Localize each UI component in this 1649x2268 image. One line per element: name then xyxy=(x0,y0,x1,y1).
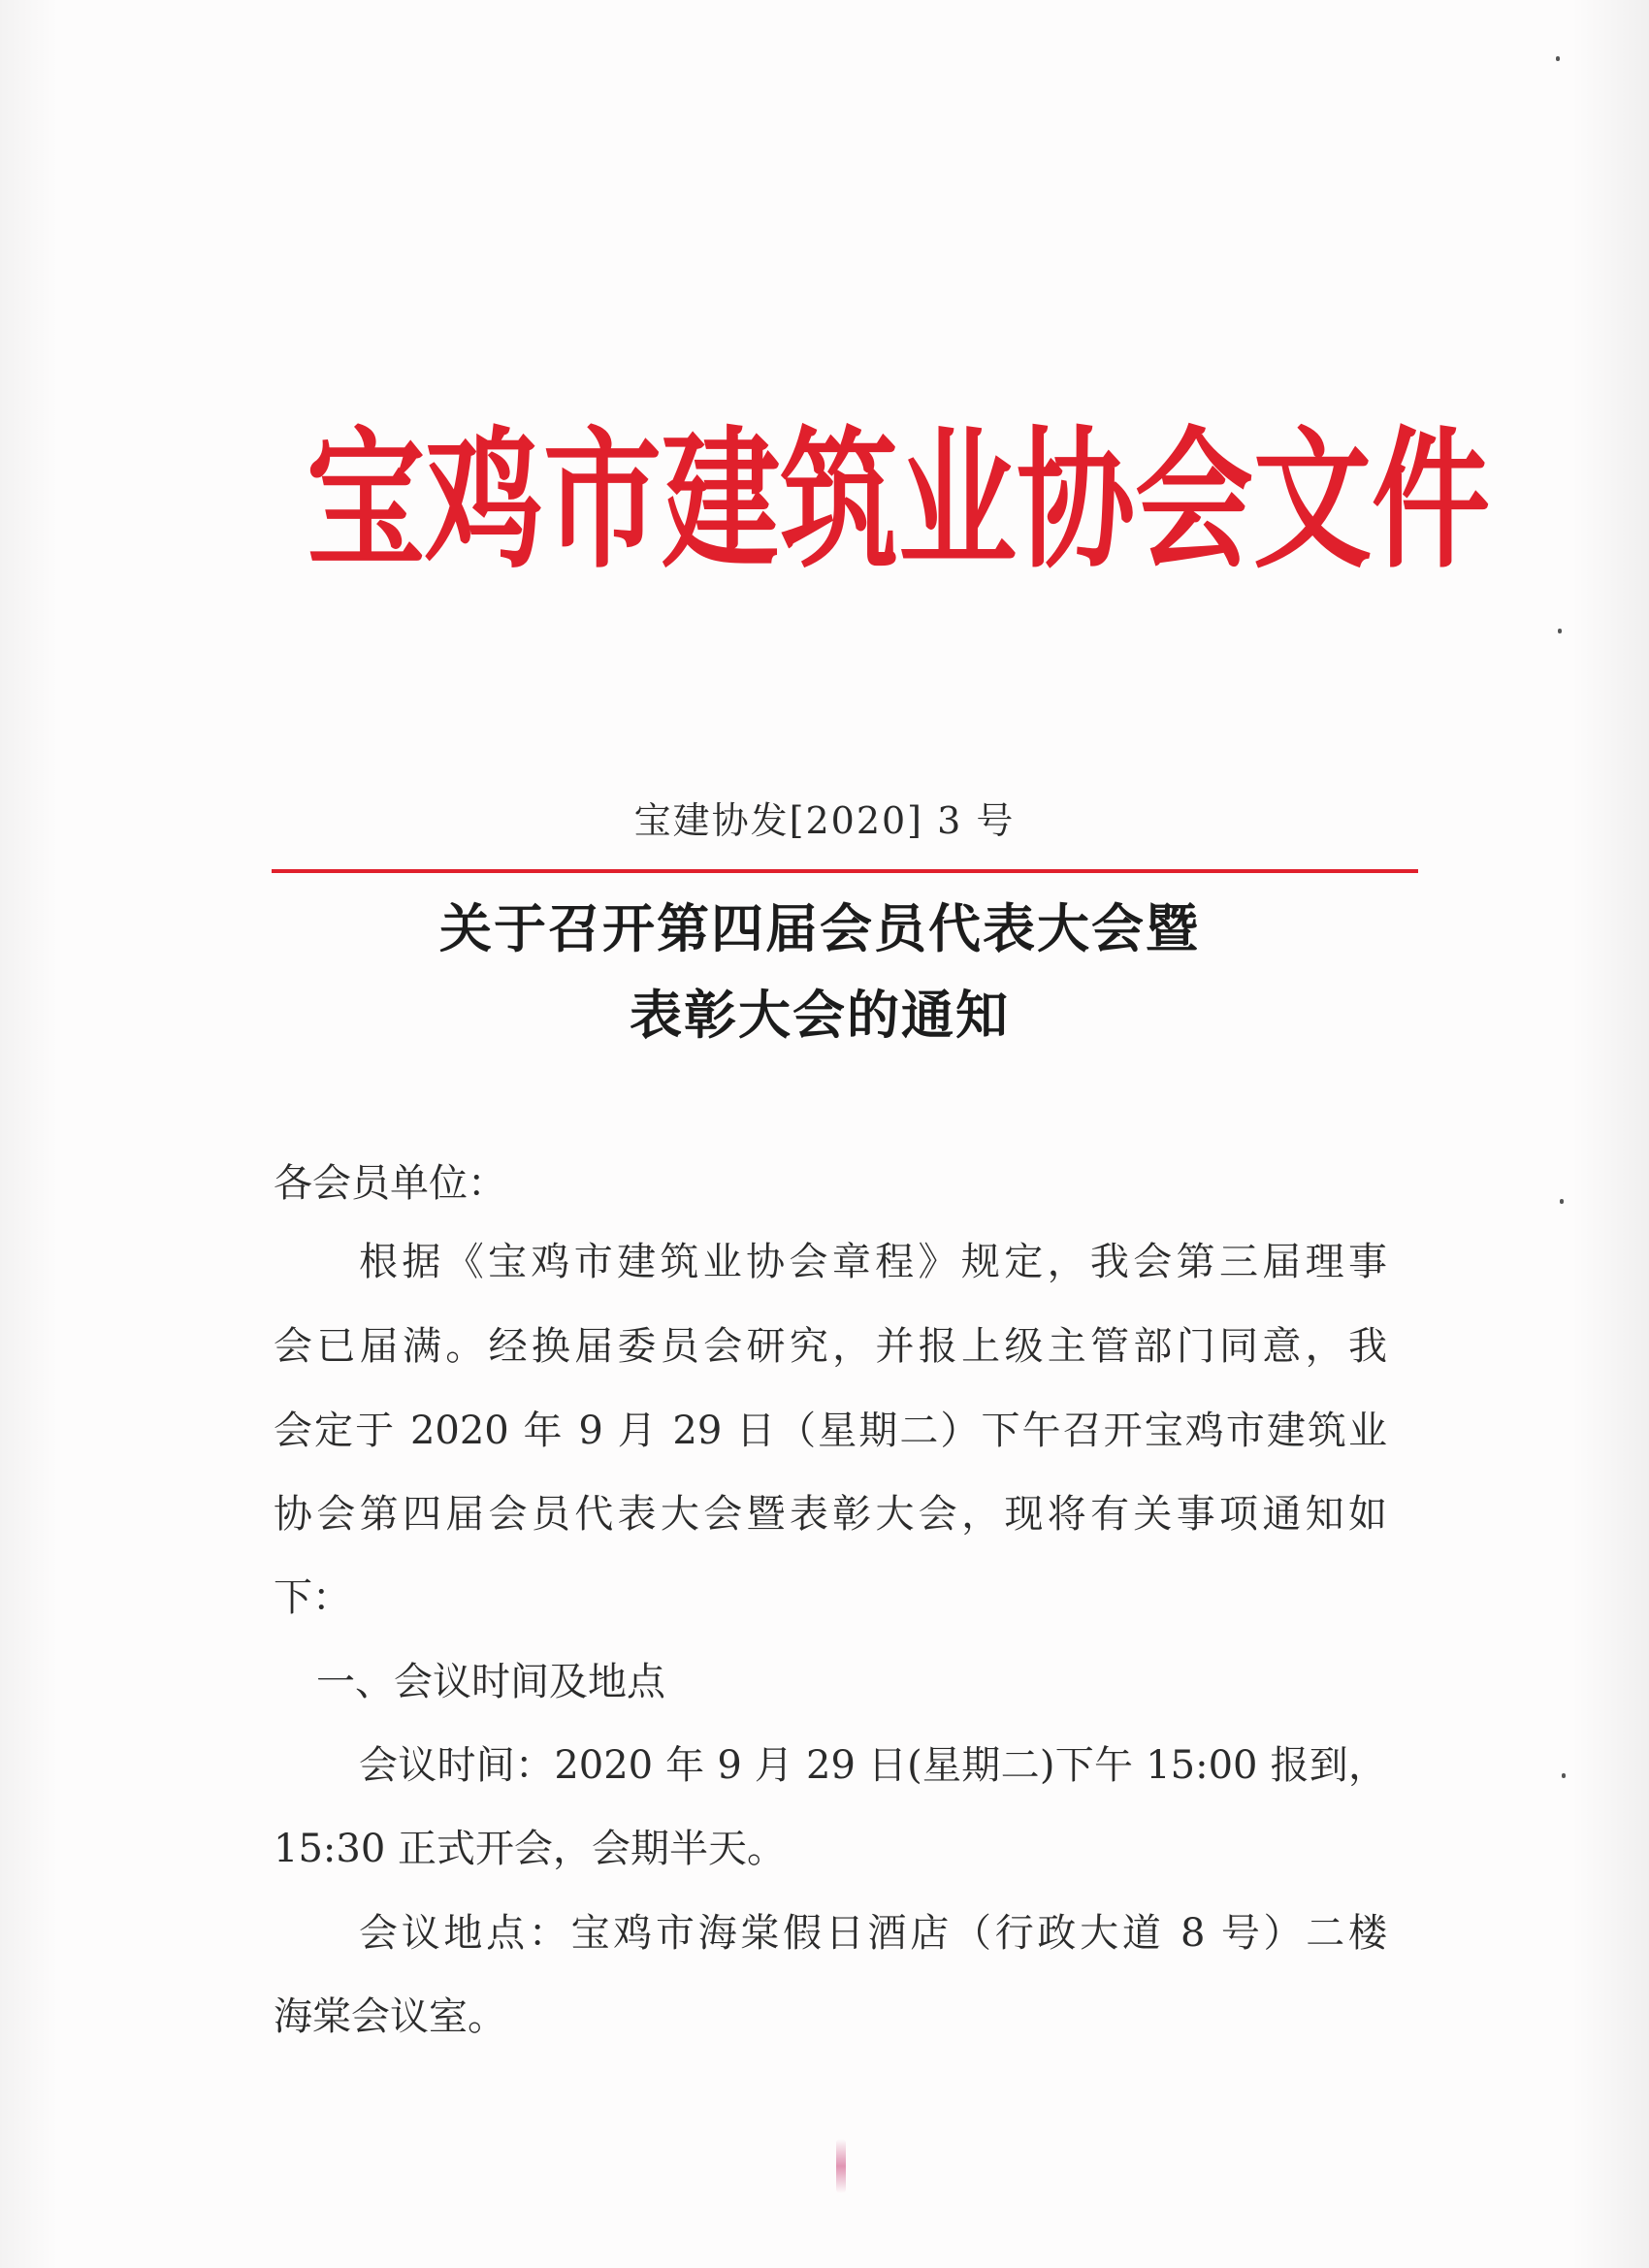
seal-mark-fragment xyxy=(836,2139,846,2193)
red-divider-rule xyxy=(272,869,1418,873)
scan-shadow-left xyxy=(0,0,58,2268)
section-heading: 一、会议时间及地点 xyxy=(316,1660,665,1704)
notice-title-line-1: 关于召开第四届会员代表大会暨 xyxy=(439,898,1200,959)
scan-speck xyxy=(1558,629,1562,633)
scan-shadow-right xyxy=(1571,0,1649,2268)
masthead-title: 宝鸡市建筑业协会文件 xyxy=(307,409,1490,590)
paragraph-line: 根据《宝鸡市建筑业协会章程》规定，我会第三届理事 xyxy=(359,1240,1387,1284)
scan-speck xyxy=(1560,1199,1564,1204)
salutation: 各会员单位： xyxy=(274,1161,506,1206)
meeting-time-line: 15:30 正式开会，会期半天。 xyxy=(274,1827,786,1871)
meeting-place-line: 海棠会议室。 xyxy=(274,1994,506,2039)
paragraph-line: 会定于 2020 年 9 月 29 日（星期二）下午召开宝鸡市建筑业 xyxy=(274,1409,1387,1453)
scan-speck xyxy=(1556,56,1560,61)
paragraph-line: 下： xyxy=(274,1575,351,1620)
scan-speck xyxy=(1562,1773,1566,1778)
notice-title-line-2: 表彰大会的通知 xyxy=(630,985,1010,1046)
paragraph-line: 协会第四届会员代表大会暨表彰大会，现将有关事项通知如 xyxy=(274,1492,1387,1537)
document-number: 宝建协发[2020] 3 号 xyxy=(633,799,1016,842)
meeting-time-line: 会议时间：2020 年 9 月 29 日(星期二)下午 15:00 报到， xyxy=(359,1743,1387,1788)
meeting-place-line: 会议地点：宝鸡市海棠假日酒店（行政大道 8 号）二楼 xyxy=(359,1911,1387,1956)
paragraph-line: 会已届满。经换届委员会研究，并报上级主管部门同意，我 xyxy=(274,1324,1387,1369)
